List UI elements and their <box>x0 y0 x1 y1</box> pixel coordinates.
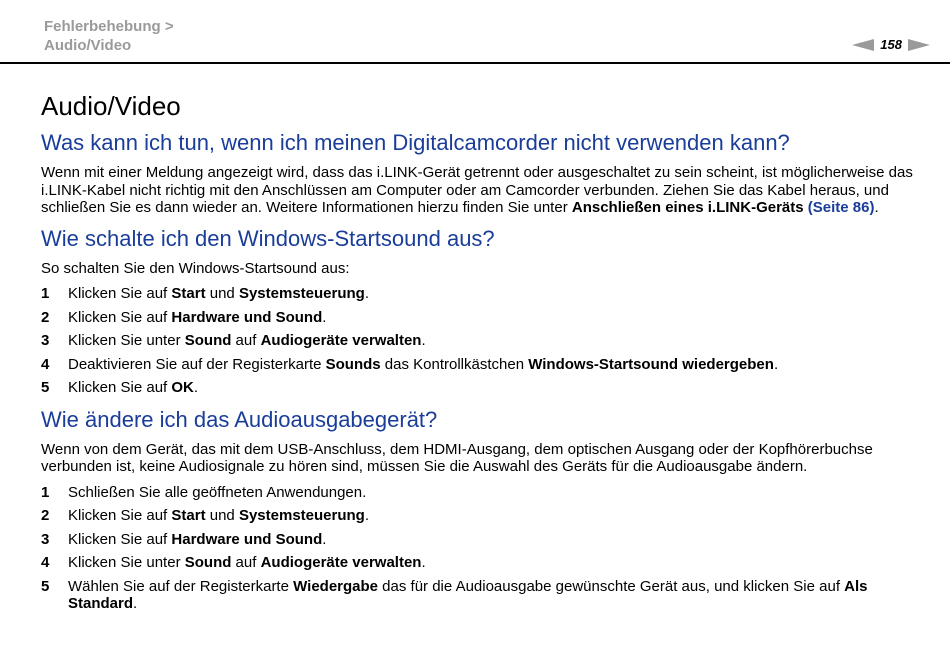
step-text: Klicken Sie auf OK. <box>68 379 199 396</box>
step-text: Klicken Sie auf Start und Systemsteuerung. <box>68 285 369 302</box>
step-text: Schließen Sie alle geöffneten Anwendungen. <box>68 483 367 501</box>
step-number: 5 <box>41 379 50 396</box>
list-item <box>41 285 921 303</box>
list-item <box>41 531 921 549</box>
page-content <box>41 90 921 622</box>
list-item <box>41 332 921 350</box>
breadcrumb-parent[interactable]: Fehlerbehebung > <box>44 18 174 35</box>
page-link[interactable]: (Seite 86) <box>807 199 875 216</box>
paragraph-text: . <box>874 199 879 216</box>
list-item <box>41 578 921 613</box>
step-text: Klicken Sie auf Start und Systemsteuerung. <box>68 507 369 524</box>
breadcrumb-current: Audio/Video <box>44 37 132 54</box>
step-number: 5 <box>41 577 50 595</box>
list-item <box>41 554 921 572</box>
list-item <box>41 484 921 502</box>
section-intro-audio-output: Wenn von dem Gerät, das mit dem USB-Anschluss, dem HDMI-Ausgang, dem optischen Ausgang oder der Kopfhörerbuchse verbunden ist, keine Audiosignale zu hören sind, müssen Sie die Auswahl des Geräts für die Audioausgabe ändern. <box>41 440 873 475</box>
page-header <box>0 0 950 64</box>
step-number: 4 <box>41 554 50 571</box>
steps-list-audio-output <box>41 484 921 613</box>
step-number: 1 <box>41 483 50 501</box>
step-text: Klicken Sie unter Sound auf Audiogeräte verwalten. <box>68 332 426 349</box>
breadcrumb <box>44 17 174 55</box>
page-title: Audio/Video <box>41 91 181 121</box>
list-item <box>41 356 921 374</box>
step-number: 1 <box>41 285 50 302</box>
section-intro-startsound: So schalten Sie den Windows-Startsound aus: <box>41 259 350 277</box>
bold-term: Anschließen eines i.LINK-Geräts <box>571 199 804 216</box>
step-number: 2 <box>41 507 50 524</box>
step-number: 2 <box>41 308 50 326</box>
list-item <box>41 379 921 397</box>
step-text: Klicken Sie unter Sound auf Audiogeräte verwalten. <box>68 554 426 571</box>
steps-list-startsound <box>41 285 921 397</box>
section-text-camcorder <box>41 164 921 217</box>
next-page-icon[interactable] <box>908 39 930 51</box>
step-text: Klicken Sie auf Hardware und Sound. <box>68 308 327 326</box>
section-heading-audio-output: Wie ändere ich das Audioausgabegerät? <box>41 406 438 432</box>
step-text: Klicken Sie auf Hardware und Sound. <box>68 530 327 548</box>
step-number: 3 <box>41 530 50 548</box>
paragraph-text: Wenn mit einer Meldung angezeigt wird, dass das i.LINK-Gerät getrennt oder ausgeschaltet zu sein scheint, ist möglicherweise das i.LINK-Kabel nicht richtig mit den Anschlüssen am Computer oder am Camcorder verbunden. Ziehen Sie das Kabel heraus, und schließen Sie es dann wieder an. Weitere Informationen hierzu finden Sie unter <box>41 164 913 216</box>
header-divider <box>0 62 950 64</box>
step-number: 3 <box>41 332 50 349</box>
page-navigator <box>852 37 930 52</box>
section-heading-camcorder: Was kann ich tun, wenn ich meinen Digitalcamcorder nicht verwenden kann? <box>41 130 790 155</box>
previous-page-icon[interactable] <box>852 39 874 51</box>
page-number: 158 <box>880 37 902 52</box>
step-text: Deaktivieren Sie auf der Registerkarte Sounds das Kontrollkästchen Windows-Startsound wiedergeben. <box>68 355 779 373</box>
list-item <box>41 309 921 327</box>
step-number: 4 <box>41 355 50 373</box>
list-item <box>41 507 921 525</box>
step-text: Wählen Sie auf der Registerkarte Wiedergabe das für die Audioausgabe gewünschte Gerät aus, und klicken Sie auf Als Standard. <box>68 577 868 612</box>
section-heading-startsound: Wie schalte ich den Windows-Startsound aus? <box>41 225 495 251</box>
